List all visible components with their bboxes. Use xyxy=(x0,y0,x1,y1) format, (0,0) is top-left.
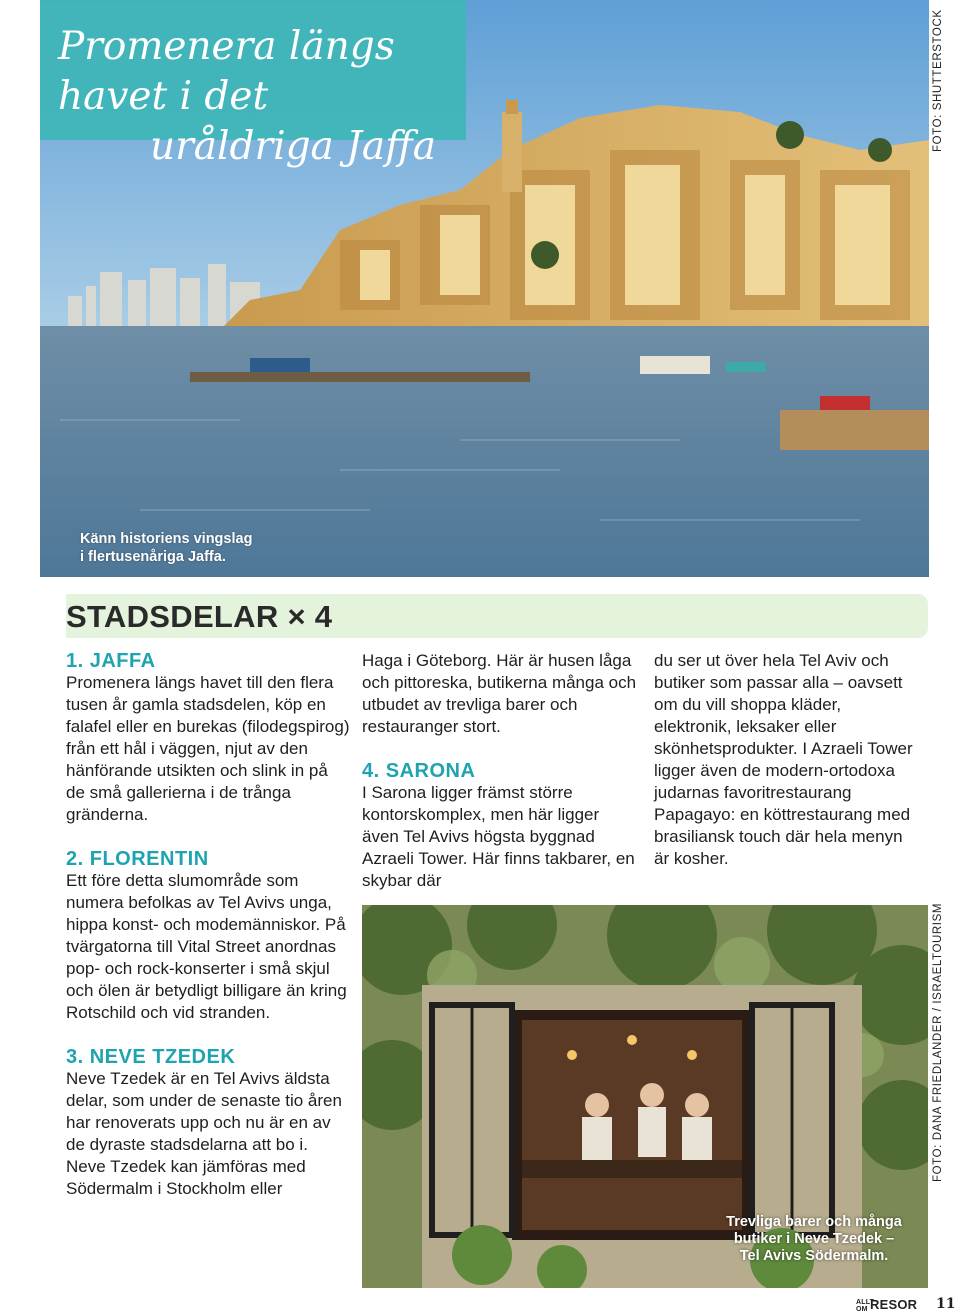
florentin-heading: 2. FLORENTIN xyxy=(66,848,209,870)
bar-photo-credit: FOTO: DANA FRIEDLANDER / ISRAELTOURISM xyxy=(932,902,944,1182)
sarona-continued: du ser ut över hela Tel Aviv och butiker som passar alla – oavsett om du vill shoppa kläder, elektronik, leksaker eller skönhetsprodukter. I Azraeli Tower ligger även de modern-ortodoxa judarnas favoritrestaurang Papagayo: en köttrestaurang med brasiliansk touch där hela menyn är kosher. xyxy=(654,651,913,868)
neve-tzedek-text: Neve Tzedek är en Tel Avivs äldsta delar, som under de senaste tio åren har renoverats upp och nu är en av de dyraste stadsdelarna att bo i. Neve Tzedek kan jämföras med Södermalm i Stockholm eller xyxy=(66,1069,342,1198)
bar-photo-caption xyxy=(708,1214,920,1265)
article-column-1 xyxy=(66,650,350,1200)
bar-caption-line1: Trevliga barer och många xyxy=(726,1214,902,1230)
section-title: STADSDELAR × 4 xyxy=(66,599,333,634)
jaffa-heading: 1. JAFFA xyxy=(66,650,156,672)
hero-caption-line1: Känn historiens vingslag xyxy=(80,531,253,547)
article-column-3 xyxy=(654,650,918,870)
neve-tzedek-heading: 3. NEVE TZEDEK xyxy=(66,1046,236,1068)
magazine-logo-main: RESOR xyxy=(870,1297,918,1312)
jaffa-text: Promenera längs havet till den flera tusen år gamla stadsdelen, köp en falafel eller en burekas (filodegspirog) från ett hål i väggen, njut av den hänförande utsikten och slink in på de små gallerierna i de trånga gränderna. xyxy=(66,673,350,824)
hero-photo-credit: FOTO: SHUTTERSTOCK xyxy=(932,9,944,152)
page-number: 11 xyxy=(936,1296,956,1312)
bar-caption-line3: Tel Avivs Södermalm. xyxy=(739,1248,889,1264)
hero-photo-caption xyxy=(80,530,280,566)
bar-caption-line2: butiker i Neve Tzedek – xyxy=(733,1231,895,1247)
sarona-text: I Sarona ligger främst större kontorskomplex, men här ligger även Tel Avivs högsta byggnad Azraeli Tower. Här finns takbarer, en skybar där xyxy=(362,783,635,890)
neve-tzedek-continued: Haga i Göteborg. Här är husen låga och pittoreska, butikerna många och utbudet av trevliga barer och restauranger stort. xyxy=(362,651,637,736)
magazine-logo-small: ALLT OM xyxy=(856,1298,875,1313)
sarona-heading: 4. SARONA xyxy=(362,760,476,782)
page-title-line1: Promenera längs havet i det xyxy=(58,24,395,119)
hero-caption-line2: i flertusenåriga Jaffa. xyxy=(80,549,226,565)
article-column-2 xyxy=(362,650,640,892)
magazine-logo xyxy=(856,1297,917,1313)
page-title-line2: uråldriga Jaffa xyxy=(150,124,436,169)
florentin-text: Ett före detta slumområde som numera befolkas av Tel Avivs unga, hippa konst- och modemänniskor. På tvärgatorna till Vital Street anordnas pop- och rock-konserter i små skjul och ölen är betydligt billigare än kring Rotschild och vid stranden. xyxy=(66,871,347,1022)
page-title xyxy=(58,22,478,172)
